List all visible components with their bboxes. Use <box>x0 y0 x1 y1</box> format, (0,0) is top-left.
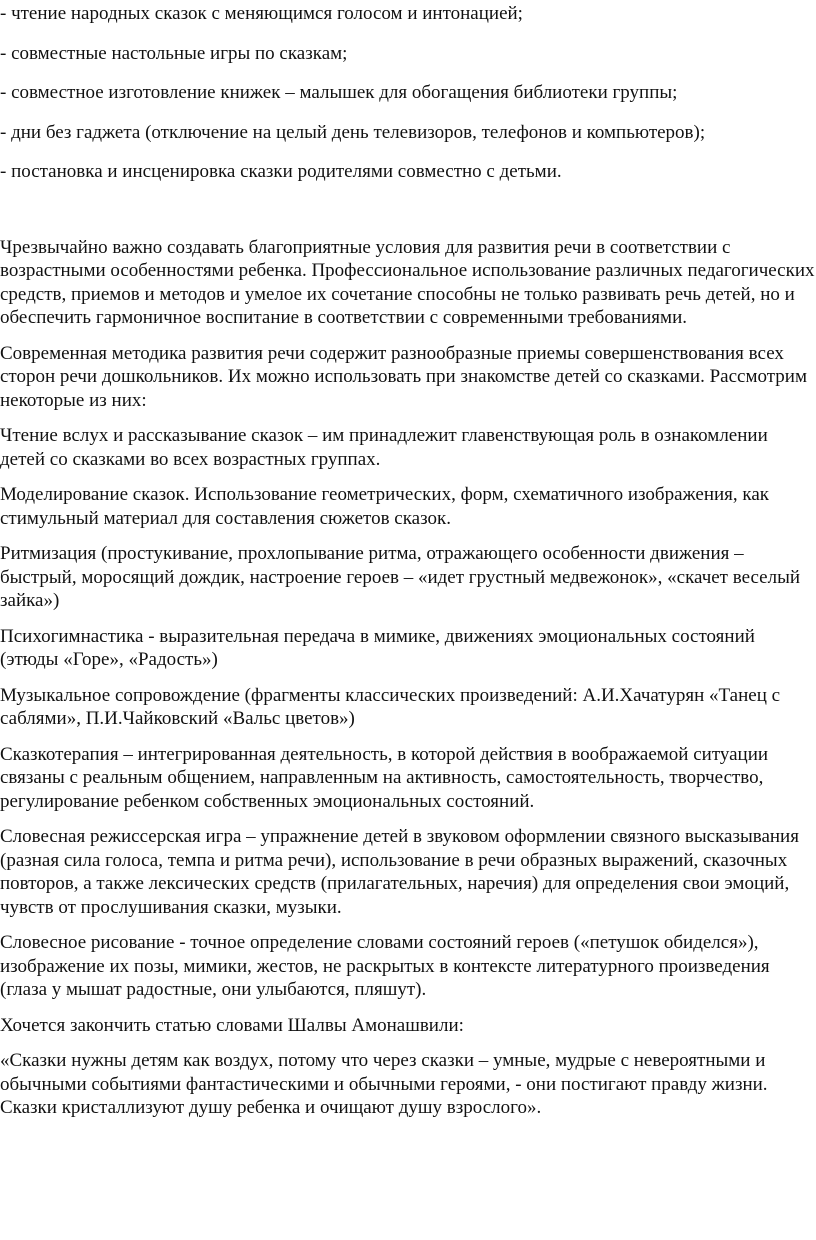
closing-intro: Хочется закончить статью словами Шалвы Амонашвили: <box>0 1014 464 1036</box>
paragraph: Современная методика развития речи содержит разнообразные приемы совершенствования всех сторон речи дошкольников. Их можно использовать при знакомстве детей со сказками. Рассмотрим некоторые из них: <box>0 342 807 411</box>
paragraph: Сказкотерапия – интегрированная деятельность, в которой действия в воображаемой ситуации связаны с реальным общением, направленным на активность, самостоятельность, творчество, регулирование ребенком собственных эмоциональных состояний. <box>0 743 769 812</box>
article-body <box>0 236 816 1120</box>
list-item: - совместное изготовление книжек – малышек для обогащения библиотеки группы; <box>0 82 678 103</box>
list-item: - постановка и инсценировка сказки родителями совместно с детьми. <box>0 161 562 182</box>
list-item: - совместные настольные игры по сказкам; <box>0 42 348 64</box>
closing-quote: «Сказки нужны детям как воздух, потому что через сказки – умные, мудрые с невероятными и обычными событиями фантастическими и обычными героями, - они постигают правду жизни. Сказки кристаллизуют душу ребенка и очищают душу взрослого». <box>0 1050 768 1118</box>
paragraph: Музыкальное сопровождение (фрагменты классических произведений: А.И.Хачатурян «Танец с саблями», П.И.Чайковский «Вальс цветов») <box>0 684 781 729</box>
paragraph: Ритмизация (простукивание, прохлопывание ритма, отражающего особенности движения – быстрый, моросящий дождик, настроение героев – «идет грустный медвежонок», «скачет веселый зайка») <box>0 543 801 611</box>
activity-list <box>0 0 816 184</box>
paragraph: Моделирование сказок. Использование геометрических, форм, схематичного изображения, как стимульный материал для составления сюжетов сказок. <box>0 484 770 529</box>
paragraph: Чрезвычайно важно создавать благоприятные условия для развития речи в соответствии с возрастными особенностями ребенка. Профессиональное использование различных педагогических средств, приемов и методов и умелое их сочетание способны не только развивать речь детей, но и обеспечить гармоничное воспитание в соответствии с современными требованиями. <box>0 236 815 328</box>
list-item: - чтение народных сказок с меняющимся голосом и интонацией; <box>0 3 523 24</box>
paragraph: Психогимнастика - выразительная передача в мимике, движениях эмоциональных состояний (этюды «Горе», «Радость») <box>0 625 755 670</box>
paragraph: Чтение вслух и рассказывание сказок – им принадлежит главенствующая роль в ознакомлении детей со сказками во всех возрастных группах. <box>0 425 768 470</box>
list-item: - дни без гаджета (отключение на целый день телевизоров, телефонов и компьютеров); <box>0 121 706 143</box>
paragraph: Словесная режиссерская игра – упражнение детей в звуковом оформлении связного высказывания (разная сила голоса, темпа и ритма речи), использование в речи образных выражений, сказочных повторов, а также лексических средств (прилагательных, наречия) для определения свои эмоций, чувств от прослушивания сказки, музыки. <box>0 826 799 918</box>
paragraph: Словесное рисование - точное определение словами состояний героев («петушок обиделся»), изображение их позы, мимики, жестов, не раскрытых в контексте литературного произведения (глаза у мышат радостные, они улыбаются, пляшут). <box>0 932 770 1000</box>
